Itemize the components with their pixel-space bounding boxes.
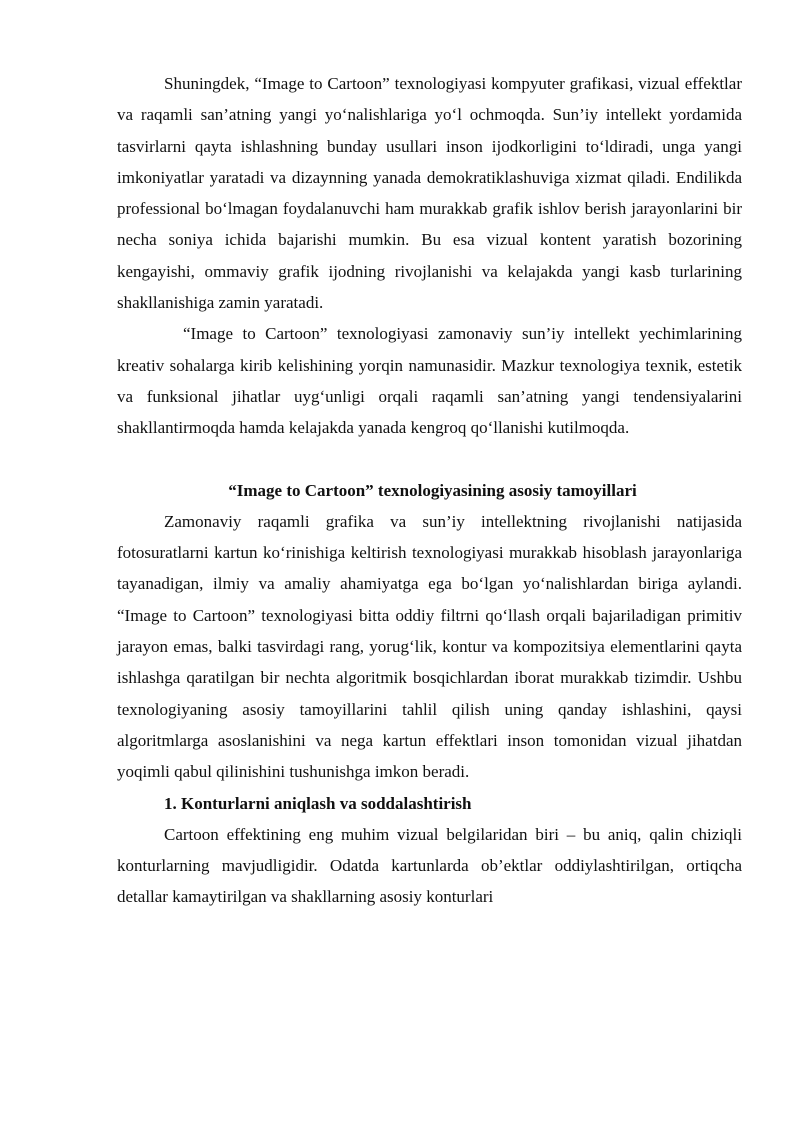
- document-page: [117, 68, 742, 913]
- paragraph-3: Zamonaviy raqamli grafika va sun’iy intellektning rivojlanishi natijasida fotosuratlarni kartun ko‘rinishiga keltirish texnologiyasi murakkab hisoblash jarayonlariga tayanadigan, ilmiy va amaliy ahamiyatga ega bo‘lgan yo‘nalishlardan biriga aylandi. “Image to Cartoon” texnologiyasi bitta oddiy filtrni qo‘llash orqali bajariladigan primitiv jarayon emas, balki tasvirdagi rang, yorug‘lik, kontur va kompozitsiya elementlarini qayta ishlashga qaratilgan bir nechta algoritmik bosqichlardan iborat murakkab tizimdir. Ushbu texnologiyaning asosiy tamoyillarini tahlil qilish uning qanday ishlashini, qaysi algoritmlarga asoslanishini va nega kartun effektlari inson tomonidan vizual jihatdan yoqimli qabul qilinishini tushunishga imkon beradi.: [117, 511, 742, 782]
- subsection-heading: 1. Konturlarni aniqlash va soddalashtirish: [164, 793, 472, 813]
- paragraph-4: Cartoon effektining eng muhim vizual belgilaridan biri – bu aniq, qalin chiziqli konturlarning mavjudligidir. Odatda kartunlarda ob’ektlar oddiylashtirilgan, ortiqcha detallar kamaytirilgan va shakllarning asosiy konturlari: [117, 824, 742, 907]
- paragraph-2: “Image to Cartoon” texnologiyasi zamonaviy sun’iy intellekt yechimlarining kreativ sohalarga kirib kelishining yorqin namunasidir. Mazkur texnologiya texnik, estetik va funksional jihatlar uyg‘unligi orqali raqamli san’atning yangi tendensiyalarini shakllantirmoqda hamda kelajakda yanada kengroq qo‘llanishi kutilmoqda.: [117, 324, 742, 438]
- paragraph-1: Shuningdek, “Image to Cartoon” texnologiyasi kompyuter grafikasi, vizual effektlar va raqamli san’atning yangi yo‘nalishlariga yo‘l ochmoqda. Sun’iy intellekt yordamida tasvirlarni qayta ishlashning bunday usullari inson ijodkorligini to‘ldiradi, unga yangi imkoniyatlar yaratadi va dizaynning yanada demokratiklashuviga xizmat qiladi. Endilikda professional bo‘lmagan foydalanuvchi ham murakkab grafik ishlov berish jarayonlarini bir necha soniya ichida bajarishi mumkin. Bu esa vizual kontent yaratish bozorining kengayishi, ommaviy grafik ijodning rivojlanishi va kelajakda yangi kasb turlarining shakllanishiga zamin yaratadi.: [117, 74, 742, 313]
- section-heading: “Image to Cartoon” texnologiyasining asosiy tamoyillari: [228, 480, 637, 500]
- spacer: [117, 444, 742, 475]
